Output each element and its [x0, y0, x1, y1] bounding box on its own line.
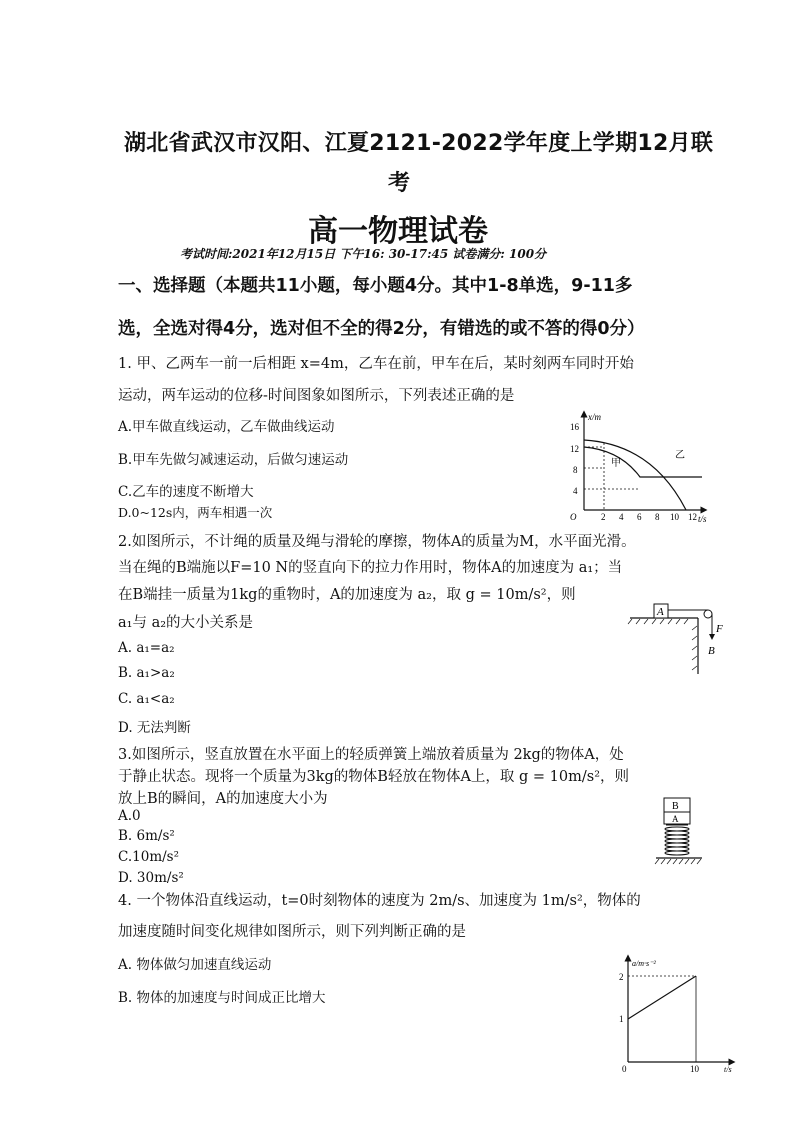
q3-stem-line3: 放上B的瞬间，A的加速度大小为: [118, 791, 328, 807]
q2-stem-line3: 在B端挂一质量为1kg的重物时，A的加速度为 a₂，取 g = 10m/s²，则: [118, 587, 576, 603]
q3-stem-line2: 于静止状态。现将一个质量为3kg的物体B轻放在物体A上，取 g = 10m/s²，则: [118, 769, 630, 785]
q3-block-a-label: A: [672, 814, 679, 824]
q1-yi-label: 乙: [675, 450, 685, 461]
q3-stem-line1: 3.如图所示，竖直放置在水平面上的轻质弹簧上端放着质量为 2kg的物体A，处: [118, 747, 624, 763]
q2-option-c: C. a₁<a₂: [118, 691, 175, 707]
q3-spring-figure: [650, 796, 710, 868]
q1-option-c: C.乙车的速度不断增大: [118, 484, 254, 500]
q1-x-tick: 12: [688, 512, 697, 522]
q4-option-a: A. 物体做匀加速直线运动: [118, 957, 272, 973]
q2-stem-line2: 当在绳的B端施以F=10 N的竖直向下的拉力作用时，物体A的加速度为 a₁；当: [118, 560, 623, 576]
q1-x-tick: 4: [619, 512, 624, 522]
q4-y-tick: 1: [619, 1014, 624, 1024]
q2-option-d: D. 无法判断: [118, 720, 191, 736]
q1-x-tick: 10: [670, 512, 679, 522]
q1-option-a: A.甲车做直线运动，乙车做曲线运动: [118, 419, 335, 435]
q4-x-tick: 10: [690, 1064, 699, 1074]
q1-stem-line2: 运动，两车运动的位移-时间图象如图所示，下列表述正确的是: [118, 388, 515, 404]
q1-stem-line1: 1. 甲、乙两车一前一后相距 x=4m，乙车在前，甲车在后，某时刻两车同时开始: [118, 356, 634, 372]
q2-option-b: B. a₁>a₂: [118, 665, 175, 681]
q1-y-tick: 4: [573, 486, 578, 496]
q4-origin-label: 0: [622, 1064, 627, 1074]
q2-end-label: B: [708, 645, 715, 657]
q1-origin-label: O: [570, 512, 577, 522]
q1-x-tick: 2: [601, 512, 606, 522]
q4-y-axis-label: a/m·s⁻²: [632, 959, 656, 968]
q3-option-c: C.10m/s²: [118, 849, 180, 865]
exam-title-line2: 考: [388, 171, 411, 196]
q3-option-a: A.0: [118, 808, 141, 824]
q3-spring: [665, 827, 689, 855]
q2-force-label: F: [716, 623, 723, 635]
q1-y-tick: 16: [570, 422, 579, 432]
q1-x-axis-label: t/s: [698, 514, 707, 522]
q1-xt-graph: [562, 410, 712, 522]
q1-yi-curve: [584, 440, 686, 510]
q1-x-tick: 8: [655, 512, 660, 522]
q1-jia-label: 甲: [611, 458, 621, 469]
q1-y-axis-label: x/m: [588, 412, 601, 422]
q4-option-b: B. 物体的加速度与时间成正比增大: [118, 990, 326, 1006]
q2-block-label: A: [657, 606, 664, 618]
section-heading-line1: 一、选择题（本题共11小题，每小题4分。其中1-8单选，9-11多: [118, 276, 633, 296]
q3-block-b-label: B: [672, 801, 679, 812]
q1-x-tick: 6: [637, 512, 642, 522]
subject-title: 高一物理试卷: [308, 214, 488, 249]
q3-option-d: D. 30m/s²: [118, 870, 184, 886]
q4-stem-line2: 加速度随时间变化规律如图所示，则下列判断正确的是: [118, 924, 466, 940]
q2-stem-line4: a₁与 a₂的大小关系是: [118, 615, 254, 631]
q2-option-a: A. a₁=a₂: [118, 640, 175, 656]
q1-option-d: D.0~12s内，两车相遇一次: [118, 505, 273, 520]
q2-pulley: [704, 610, 712, 618]
exam-title-line1: 湖北省武汉市汉阳、江夏2121-2022学年度上学期12月联: [124, 131, 714, 156]
q4-y-tick: 2: [619, 972, 624, 982]
q3-option-b: B. 6m/s²: [118, 828, 175, 844]
q4-a-line: [628, 976, 696, 1019]
section-heading-line2: 选，全选对得4分，选对但不全的得2分，有错选的或不答的得0分）: [118, 319, 645, 339]
q4-x-axis-label: t/s: [724, 1065, 732, 1074]
q1-y-tick: 12: [570, 444, 579, 454]
q4-stem-line1: 4. 一个物体沿直线运动，t=0时刻物体的速度为 2m/s、加速度为 1m/s²，物体的: [118, 893, 641, 909]
q4-at-graph: [610, 954, 740, 1076]
q2-pulley-figure: [626, 598, 726, 678]
q2-stem-line1: 2.如图所示，不计绳的质量及绳与滑轮的摩擦，物体A的质量为M，水平面光滑。: [118, 534, 636, 550]
q1-y-tick: 8: [573, 465, 578, 475]
q1-option-b: B.甲车先做匀减速运动，后做匀速运动: [118, 452, 349, 468]
exam-meta: 考试时间:2021年12月15日 下午16: 30-17:45 试卷满分: 100分: [180, 247, 547, 261]
